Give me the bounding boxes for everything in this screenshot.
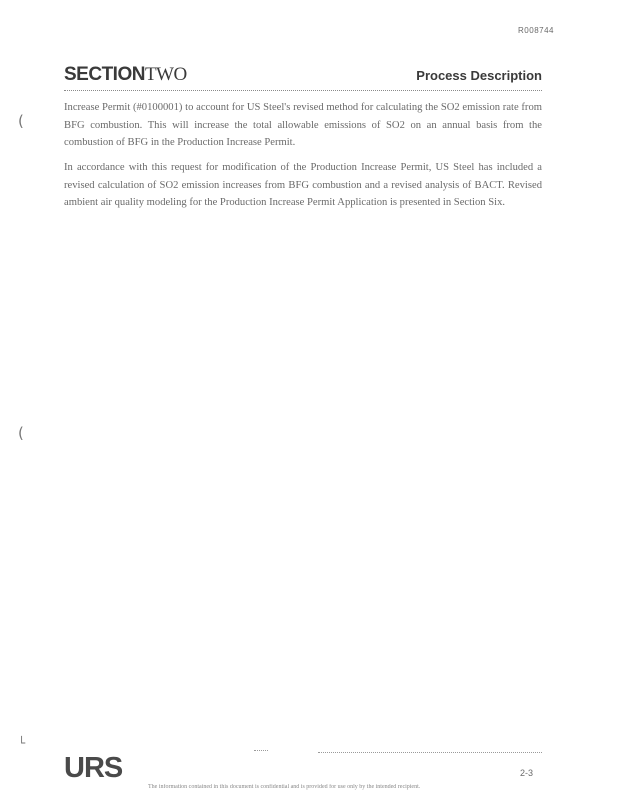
paragraph-2: In accordance with this request for modification of the Production Increase Permit, US Steel has included a revised calculation of SO2 emission increases from BFG combustion and a revised analysis of BACT. Revised ambient air quality modeling for the Production Increase Permit Application is presented in Section Six. (64, 162, 542, 208)
header-divider (64, 90, 542, 92)
paragraph-1: Increase Permit (#0100001) to account for US Steel's revised method for calculating the SO2 emission rate from BFG combustion. This will increase the total allowable emissions of SO2 on an annual basis from the combustion of BFG in the Production Increase Permit. (64, 102, 542, 148)
page-number: 2-3 (520, 768, 534, 778)
footer-note: The information contained in this document is confidential and is provided for use only by the intended recipient. (148, 784, 421, 790)
margin-mark-bottom: └ (18, 736, 26, 750)
margin-mark-middle: ( (18, 424, 24, 442)
section-number (64, 64, 187, 86)
footer-dash (254, 750, 268, 751)
document-id: R008744 (518, 26, 554, 35)
section-label-light: TWO (144, 64, 187, 85)
footer-divider (318, 752, 542, 753)
section-header (64, 64, 542, 90)
margin-mark-top: ( (18, 112, 24, 130)
section-title: Process Description (416, 68, 542, 83)
section-label-bold: SECTION (64, 64, 145, 85)
urs-logo: URS (64, 752, 123, 784)
